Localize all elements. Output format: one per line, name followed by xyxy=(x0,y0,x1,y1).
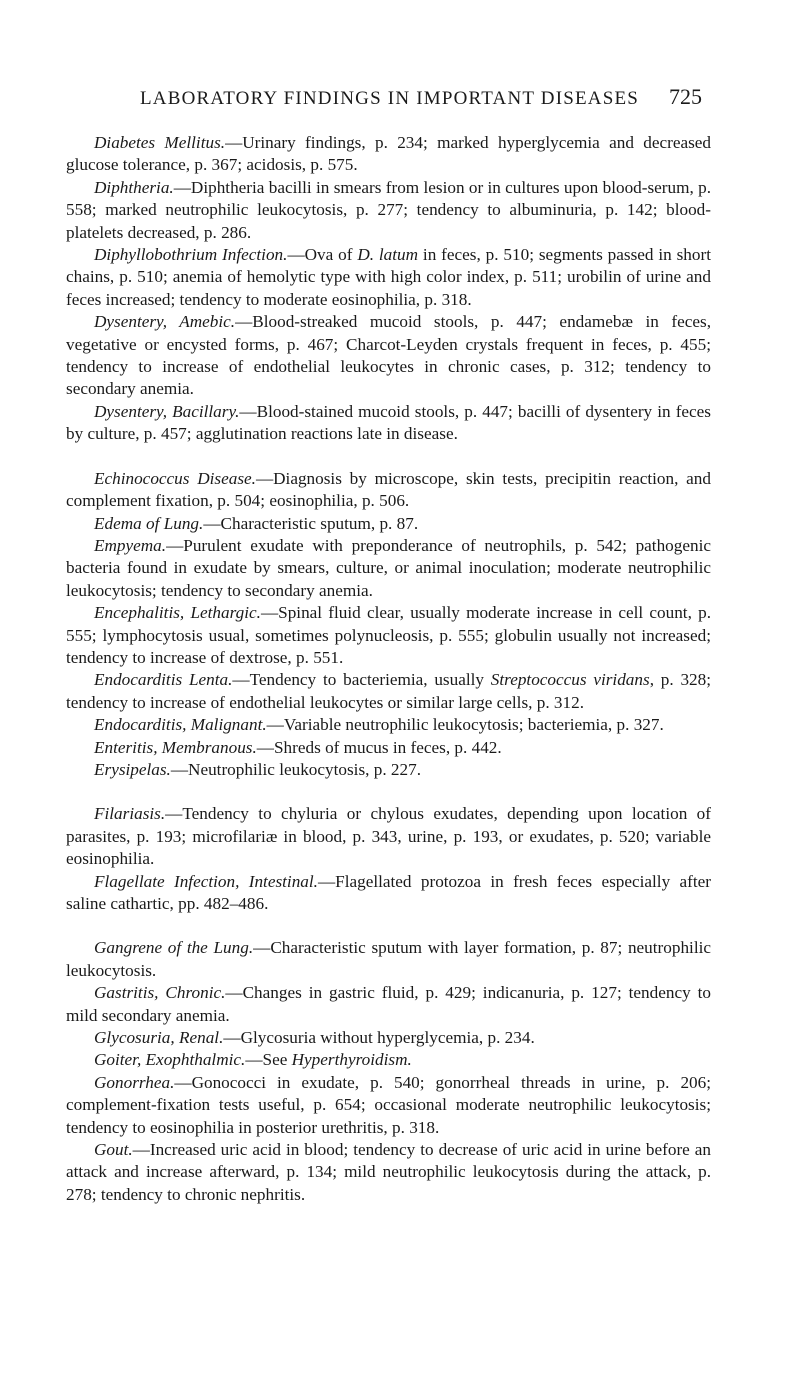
running-head: LABORATORY FINDINGS IN IMPORTANT DISEASES xyxy=(140,88,640,109)
entry-term: Gonorrhea. xyxy=(94,1072,175,1092)
entry-italic-text: Streptococcus viridans xyxy=(490,670,650,690)
entry-text: —Tendency to bacteriemia, usually xyxy=(232,670,491,690)
entry-text: —Urinary findings, p. 234; marked hyperglycemia and decreased glucose tolerance, p. 367; acidosis, p. 575. xyxy=(66,133,711,175)
entry-term: Diabetes Mellitus. xyxy=(94,133,226,152)
entry-text: —Tendency to chyluria or chylous exudates, depending upon location of parasites, p. 193; microfilariæ in blood, p. 343, urine, p. 193, or exudates, p. 520; variable eosinophilia. xyxy=(66,804,711,869)
entry-text: —Diagnosis by microscope, skin tests, precipitin reaction, and complement fixation, p. 504; eosinophilia, p. 506. xyxy=(66,468,711,511)
entry xyxy=(66,401,711,446)
page-header xyxy=(140,84,702,118)
entry-text: —Gonococci in exudate, p. 540; gonorrheal threads in urine, p. 206; complement-fixation tests useful, p. 654; occasional moderate neutrophilic leukocytosis; tendency to eosinophilia in posterior urethritis, p. 318. xyxy=(66,1072,711,1137)
entry xyxy=(66,737,711,759)
entry-italic-text: D. latum xyxy=(357,245,419,265)
entry-text: , p. 328; tendency to increase of endothelial leukocytes or similar large cells, p. 312. xyxy=(66,670,712,712)
entry-italic-text: Hyperthyroidism. xyxy=(291,1050,412,1070)
entry-term: Diphyllobothrium Infection. xyxy=(94,245,288,265)
entry-text: —Changes in gastric fluid, p. 429; indicanuria, p. 127; tendency to mild secondary anemia. xyxy=(66,983,711,1025)
entry-text: —Diphtheria bacilli in smears from lesion or in cultures upon blood-serum, p. 558; marked neutrophilic leukocytosis, p. 277; tendency to albuminuria, p. 142; blood-platelets decreased, p. 286. xyxy=(66,177,711,242)
entry-text: —See xyxy=(245,1050,292,1070)
entry-term: Erysipelas. xyxy=(94,759,171,779)
entry xyxy=(66,535,711,602)
entry-term: Echinococcus Disease. xyxy=(94,468,256,488)
entry-text: —Blood-streaked mucoid stools, p. 447; endamebæ in feces, vegetative or encysted forms, p. 467; Charcot-Leyden crystals frequent in feces, p. 455; tendency to increase of endothelial leukocytes in chronic cases, p. 312; tendency to secondary anemia. xyxy=(66,312,711,399)
entry xyxy=(66,982,711,1027)
entry-term: Gout. xyxy=(94,1140,133,1160)
entry-text: —Increased uric acid in blood; tendency to decrease of uric acid in urine before an attack and increase afterward, p. 134; mild neutrophilic leukocytosis during the attack, p. 278; tendency to chronic nephritis. xyxy=(66,1140,711,1204)
entry xyxy=(66,937,711,982)
entry xyxy=(66,714,711,736)
entry-text: —Characteristic sputum, p. 87. xyxy=(203,513,419,533)
entry-text: —Characteristic sputum with layer formation, p. 87; neutrophilic leukocytosis. xyxy=(66,938,711,980)
entry-text: —Neutrophilic leukocytosis, p. 227. xyxy=(170,759,422,779)
entry-term: Encephalitis, Lethargic. xyxy=(94,603,261,623)
entry xyxy=(66,1027,711,1049)
entry xyxy=(66,244,711,311)
entry-text: in feces, p. 510; segments passed in short chains, p. 510; anemia of hemolytic type with high color index, p. 511; urobilin of urine and feces increased; tendency to moderate eosinophilia, p. 318. xyxy=(66,245,711,309)
entry-text: —Purulent exudate with preponderance of neutrophils, p. 542; pathogenic bacteria found in exudate by smears, culture, or animal inoculation; moderate neutrophilic leukocytosis; tendency to secondary anemia. xyxy=(66,535,711,600)
entry-term: Empyema. xyxy=(94,535,167,555)
entries-list xyxy=(66,132,711,1206)
entry-term: Gangrene of the Lung. xyxy=(94,938,254,958)
entry xyxy=(66,1049,711,1071)
entry-term: Filariasis. xyxy=(94,804,166,824)
entry xyxy=(66,669,711,714)
entry-term: Dysentery, Bacillary. xyxy=(94,401,240,421)
entry xyxy=(66,803,711,870)
entry xyxy=(66,1139,711,1206)
entry xyxy=(66,871,711,916)
entry xyxy=(66,1072,711,1139)
entry-text: —Blood-stained mucoid stools, p. 447; bacilli of dysentery in feces by culture, p. 457; agglutination reactions late in disease. xyxy=(66,401,711,444)
entry-text: —Spinal fluid clear, usually moderate increase in cell count, p. 555; lymphocytosis usual, sometimes polynucleosis, p. 555; globulin usually not increased; tendency to increase of dextrose, p. 551. xyxy=(66,603,711,667)
entry-term: Dysentery, Amebic. xyxy=(94,312,236,332)
entry-text: —Variable neutrophilic leukocytosis; bacteriemia, p. 327. xyxy=(266,715,664,735)
entry-term: Goiter, Exophthalmic. xyxy=(94,1050,246,1070)
entry-term: Gastritis, Chronic. xyxy=(94,983,226,1003)
entry-text: —Shreds of mucus in feces, p. 442. xyxy=(256,737,502,757)
entry-text: —Glycosuria without hyperglycemia, p. 234. xyxy=(223,1028,535,1048)
entry xyxy=(66,311,711,401)
entry-term: Endocarditis Lenta. xyxy=(94,670,233,690)
page-number: 725 xyxy=(669,84,702,109)
entry xyxy=(66,177,711,244)
entry-term: Endocarditis, Malignant. xyxy=(94,715,267,735)
entry xyxy=(66,513,711,535)
entry-text: —Ova of xyxy=(287,245,358,265)
entry xyxy=(66,759,711,781)
entry-term: Glycosuria, Renal. xyxy=(94,1028,224,1048)
entry xyxy=(66,132,711,177)
entry-text: —Flagellated protozoa in fresh feces especially after saline cathartic, pp. 482–486. xyxy=(66,871,712,913)
entry-term: Diphtheria. xyxy=(94,177,174,197)
entry xyxy=(66,468,711,513)
entry-term: Enteritis, Membranous. xyxy=(94,737,257,757)
entry-term: Edema of Lung. xyxy=(94,513,204,533)
entry-term: Flagellate Infection, Intestinal. xyxy=(94,871,318,891)
entry xyxy=(66,602,711,669)
